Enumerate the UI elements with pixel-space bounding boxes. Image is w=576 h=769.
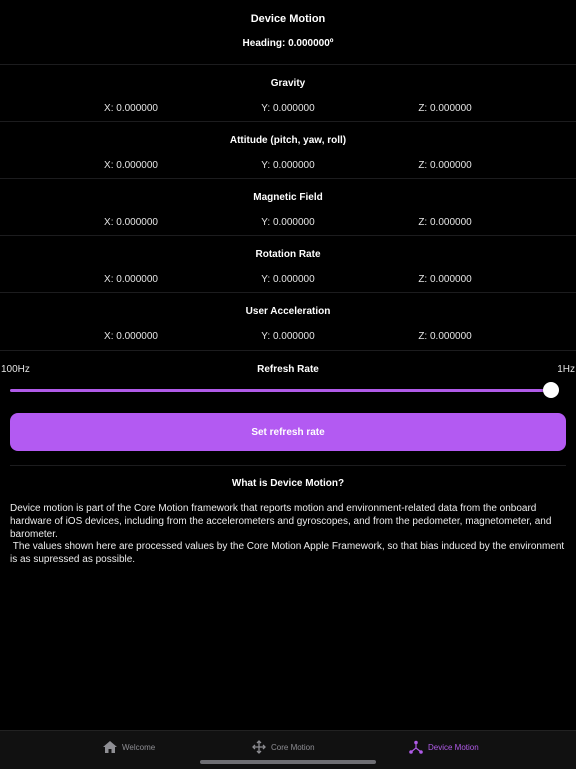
attitude-z-value: Z: 0.000000 xyxy=(418,160,472,171)
gravity-z-value: Z: 0.000000 xyxy=(418,103,472,114)
section-title-gravity: Gravity xyxy=(270,78,306,89)
rotation-x-value: X: 0.000000 xyxy=(104,274,158,285)
refresh-rate-slider[interactable] xyxy=(10,389,558,392)
about-title: What is Device Motion? xyxy=(231,478,345,489)
gravity-y-value: Y: 0.000000 xyxy=(261,103,315,114)
divider xyxy=(0,350,576,351)
acceleration-x-value: X: 0.000000 xyxy=(104,331,158,342)
set-refresh-rate-button[interactable]: Set refresh rate xyxy=(10,413,566,451)
move-arrows-icon xyxy=(252,740,266,754)
tab-label: Welcome xyxy=(122,742,156,752)
heading-readout: Heading: 0.000000º xyxy=(242,38,334,49)
magnetic-y-value: Y: 0.000000 xyxy=(261,217,315,228)
about-paragraph-2: The values shown here are processed values by the Core Motion Apple Framework, so that bias induced by the environment is as supressed as possible. xyxy=(10,541,567,565)
divider xyxy=(0,178,576,179)
rotation-z-value: Z: 0.000000 xyxy=(418,274,472,285)
magnetic-x-value: X: 0.000000 xyxy=(104,217,158,228)
divider xyxy=(0,292,576,293)
attitude-x-value: X: 0.000000 xyxy=(104,160,158,171)
divider xyxy=(0,235,576,236)
magnetic-z-value: Z: 0.000000 xyxy=(418,217,472,228)
tab-device-motion[interactable] xyxy=(409,731,479,763)
divider xyxy=(0,121,576,122)
attitude-y-value: Y: 0.000000 xyxy=(261,160,315,171)
tab-core-motion[interactable] xyxy=(252,731,315,763)
refresh-min-label: 100Hz xyxy=(1,364,30,375)
nodes-icon xyxy=(409,740,423,754)
section-title-magnetic-field: Magnetic Field xyxy=(253,192,323,203)
slider-thumb[interactable] xyxy=(543,382,559,398)
rotation-y-value: Y: 0.000000 xyxy=(261,274,315,285)
about-paragraph-1: Device motion is part of the Core Motion framework that reports motion and environment-related data from the onboard hardware of iOS devices, including from the accelerometers and gyroscopes, and from the pedometer, magnetometer, and barometer. xyxy=(10,503,552,540)
home-indicator xyxy=(200,760,376,764)
acceleration-y-value: Y: 0.000000 xyxy=(261,331,315,342)
divider xyxy=(0,64,576,65)
section-title-rotation-rate: Rotation Rate xyxy=(255,249,321,260)
section-title-attitude: Attitude (pitch, yaw, roll) xyxy=(229,135,347,146)
gravity-x-value: X: 0.000000 xyxy=(104,103,158,114)
tab-label: Core Motion xyxy=(271,742,315,752)
refresh-rate-title: Refresh Rate xyxy=(257,364,319,375)
page-title: Device Motion xyxy=(250,13,326,25)
divider xyxy=(10,465,566,466)
house-icon xyxy=(103,741,117,753)
section-title-user-acceleration: User Acceleration xyxy=(245,306,331,317)
tab-label: Device Motion xyxy=(428,742,479,752)
refresh-max-label: 1Hz xyxy=(557,364,575,375)
acceleration-z-value: Z: 0.000000 xyxy=(418,331,472,342)
tab-welcome[interactable] xyxy=(103,731,155,763)
